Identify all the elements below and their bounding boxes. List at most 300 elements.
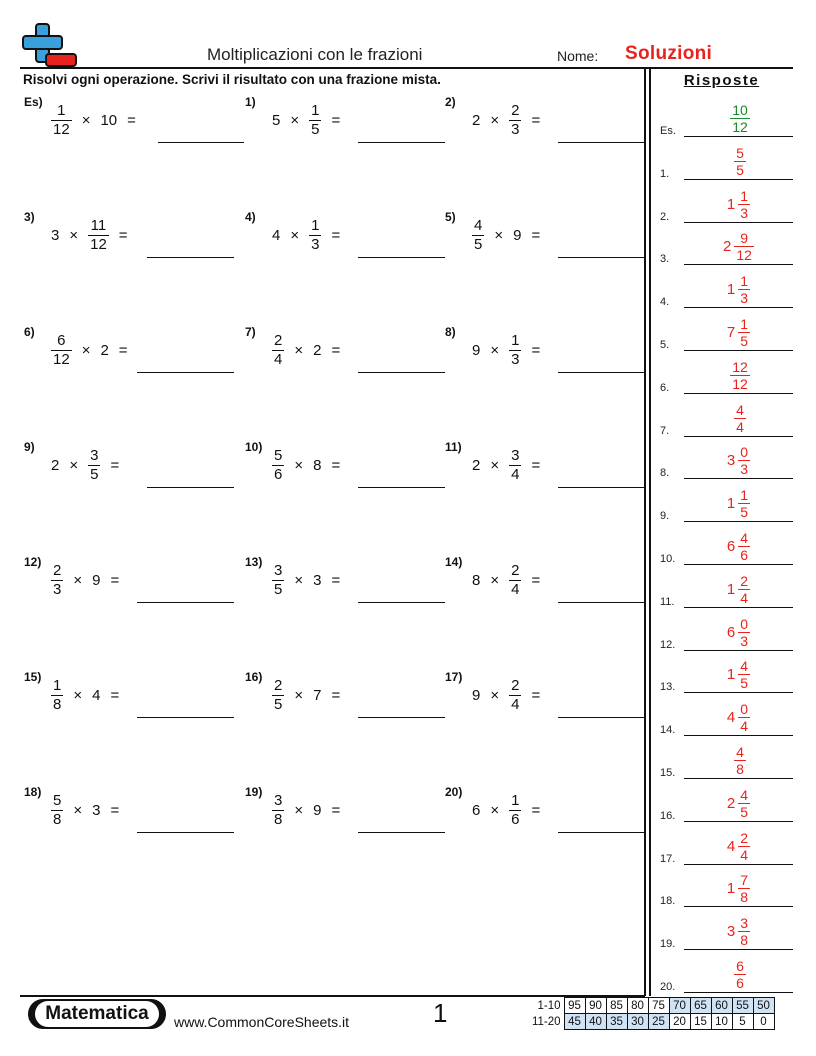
denominator: 5 [474, 235, 483, 253]
numerator: 1 [740, 187, 749, 204]
numerator: 2 [53, 561, 62, 579]
problem-item [445, 440, 645, 490]
answer-label: 7. [660, 424, 670, 437]
instructions: Risolvi ogni operazione. Scrivi il risultato con una frazione mista. [23, 72, 441, 87]
equals-sign: = [118, 226, 128, 244]
answer-label: 16. [660, 809, 676, 822]
problem-number: 20) [445, 785, 463, 799]
answers-title: Risposte [683, 72, 760, 89]
denominator: 4 [511, 695, 520, 713]
numerator: 2 [740, 829, 749, 846]
answer-blank[interactable] [358, 602, 445, 603]
score-cell: 35 [606, 1014, 627, 1030]
operand: 8 [472, 571, 481, 589]
fraction [272, 562, 284, 599]
fraction [472, 217, 484, 254]
numerator: 6 [57, 331, 66, 349]
answer-label: 9. [660, 510, 670, 523]
denominator: 5 [740, 803, 749, 820]
operand: 3 [92, 801, 101, 819]
problem-expression [267, 787, 345, 833]
score-cell: 50 [753, 998, 774, 1014]
answer-row [660, 436, 793, 479]
fraction [734, 145, 746, 178]
fraction [88, 217, 109, 254]
times-sign: × [290, 111, 300, 129]
fraction [309, 102, 321, 139]
problem-item [245, 325, 465, 375]
times-sign: × [73, 686, 83, 704]
answer-label: 12. [660, 638, 676, 651]
operand: 2 [100, 341, 109, 359]
problem-expression [467, 212, 545, 258]
problem-item [24, 440, 244, 490]
problem-expression [267, 442, 345, 488]
fraction [509, 447, 521, 484]
times-sign: × [81, 111, 91, 129]
answer-blank[interactable] [558, 602, 646, 603]
fraction [738, 573, 750, 606]
answer-blank[interactable] [137, 602, 234, 603]
answer-label: 18. [660, 895, 676, 908]
fraction [509, 677, 521, 714]
score-cell: 75 [648, 998, 669, 1014]
score-cell: 80 [627, 998, 648, 1014]
fraction [88, 447, 100, 484]
problem-item [24, 670, 244, 720]
fraction [738, 658, 750, 691]
numerator: 12 [732, 358, 748, 375]
times-sign: × [294, 341, 304, 359]
answer-blank[interactable] [558, 487, 646, 488]
numerator: 4 [736, 401, 744, 418]
answer-value [684, 188, 793, 221]
numerator: 3 [274, 561, 283, 579]
denominator: 3 [740, 290, 749, 307]
answer-blank[interactable] [137, 372, 234, 373]
score-cell: 40 [585, 1014, 606, 1030]
denominator: 3 [740, 632, 749, 649]
equals-sign: = [110, 686, 120, 704]
problem-item [245, 210, 465, 260]
answer-blank[interactable] [558, 717, 646, 718]
equals-sign: = [531, 801, 541, 819]
denominator: 4 [511, 465, 520, 483]
numerator: 7 [740, 872, 749, 889]
problem-expression [46, 327, 133, 373]
equals-sign: = [331, 341, 341, 359]
denominator: 5 [736, 161, 744, 178]
whole-number: 1 [726, 880, 736, 898]
score-cell: 90 [585, 998, 606, 1014]
operand: 3 [51, 226, 60, 244]
problem-item [245, 785, 465, 835]
times-sign: × [294, 571, 304, 589]
denominator: 3 [740, 204, 749, 221]
problem-expression [267, 97, 345, 143]
fraction [272, 792, 284, 829]
problem-expression [46, 787, 124, 833]
problem-expression [467, 557, 545, 603]
denominator: 5 [311, 120, 320, 138]
numerator: 4 [474, 216, 483, 234]
score-row [524, 1014, 774, 1030]
whole-number: 4 [726, 837, 736, 855]
problem-expression [267, 557, 345, 603]
denominator: 12 [53, 350, 70, 368]
operand: 9 [513, 226, 522, 244]
answer-blank[interactable] [137, 832, 234, 833]
answer-row [660, 394, 793, 437]
denominator: 8 [740, 932, 749, 949]
numerator: 10 [732, 102, 748, 118]
answer-row [660, 736, 793, 779]
answer-value [684, 102, 793, 135]
fraction [730, 359, 750, 392]
answer-line [684, 992, 793, 993]
denominator: 12 [732, 119, 748, 135]
fraction [51, 562, 63, 599]
score-cell: 30 [627, 1014, 648, 1030]
operand: 2 [51, 456, 60, 474]
answer-label: 5. [660, 339, 670, 351]
problem-number: 18) [24, 785, 42, 799]
fraction [738, 444, 750, 477]
answer-value [684, 616, 793, 649]
equals-sign: = [331, 111, 341, 129]
whole-number: 1 [726, 666, 736, 684]
problem-item [24, 785, 244, 835]
answer-blank[interactable] [558, 372, 646, 373]
fraction [738, 872, 750, 905]
denominator: 5 [274, 580, 283, 598]
denominator: 8 [740, 889, 749, 906]
answer-value [684, 359, 793, 392]
numerator: 3 [740, 915, 749, 932]
answer-blank[interactable] [558, 832, 646, 833]
problem-number: 6) [24, 325, 35, 339]
numerator: 4 [736, 744, 744, 760]
fraction [738, 701, 750, 734]
numerator: 1 [740, 316, 749, 332]
operand: 9 [92, 571, 101, 589]
answer-value [684, 744, 793, 777]
numerator: 1 [57, 101, 66, 119]
score-cell: 0 [753, 1014, 774, 1030]
answer-row [660, 950, 793, 993]
denominator: 4 [274, 350, 283, 368]
numerator: 1 [740, 487, 749, 504]
denominator: 6 [511, 810, 520, 828]
problem-number: 17) [445, 670, 463, 684]
answer-blank[interactable] [358, 832, 445, 833]
denominator: 5 [274, 695, 283, 713]
problem-expression [46, 557, 124, 603]
answer-value [684, 787, 793, 820]
problem-item [445, 95, 645, 145]
fraction [738, 487, 750, 520]
name-label: Nome: [557, 48, 599, 64]
fraction [738, 787, 750, 820]
fraction [738, 915, 750, 948]
operand: 6 [472, 801, 481, 819]
score-cell: 25 [648, 1014, 669, 1030]
numerator: 2 [511, 676, 520, 694]
problem-item [24, 95, 244, 145]
times-sign: × [290, 226, 300, 244]
denominator: 6 [736, 975, 744, 991]
header-divider [20, 67, 793, 69]
numerator: 2 [274, 676, 283, 694]
denominator: 12 [90, 235, 107, 253]
denominator: 8 [736, 761, 744, 777]
problem-expression [267, 212, 345, 258]
denominator: 5 [740, 333, 749, 349]
answer-label: 3. [660, 253, 670, 266]
numerator: 2 [740, 572, 749, 589]
equals-sign: = [331, 801, 341, 819]
numerator: 3 [511, 446, 520, 464]
problem-number: 4) [245, 210, 256, 224]
answer-row [660, 779, 793, 822]
answer-label: 8. [660, 467, 670, 480]
fraction [738, 188, 750, 221]
equals-sign: = [531, 571, 541, 589]
fraction [51, 102, 72, 139]
fraction [509, 102, 521, 139]
answer-row [660, 180, 793, 223]
problem-number: 5) [445, 210, 456, 224]
denominator: 3 [311, 235, 320, 253]
numerator: 0 [740, 444, 749, 461]
operand: 4 [92, 686, 101, 704]
problem-number: 8) [445, 325, 456, 339]
problem-item [245, 95, 465, 145]
equals-sign: = [531, 111, 541, 129]
whole-number: 6 [726, 623, 736, 641]
answer-label: 14. [660, 724, 676, 737]
denominator: 12 [736, 247, 752, 264]
fraction [509, 562, 521, 599]
answer-row [660, 222, 793, 265]
fraction [272, 332, 284, 369]
problem-number: 7) [245, 325, 256, 339]
equals-sign: = [331, 571, 341, 589]
problem-item [445, 325, 645, 375]
site-url: www.CommonCoreSheets.it [174, 1014, 350, 1030]
problem-expression [267, 327, 345, 373]
numerator: 5 [274, 446, 283, 464]
numerator: 0 [740, 701, 749, 718]
numerator: 3 [90, 446, 99, 464]
fraction [509, 332, 521, 369]
whole-number: 2 [723, 238, 732, 256]
answer-label: 1. [660, 167, 670, 180]
fraction [51, 792, 63, 829]
fraction [51, 677, 63, 714]
answer-blank[interactable] [358, 717, 445, 718]
operand: 9 [472, 686, 481, 704]
answer-label: 15. [660, 767, 676, 779]
denominator: 8 [53, 695, 62, 713]
answer-label: 19. [660, 938, 676, 951]
operand: 9 [472, 341, 481, 359]
fraction [738, 616, 750, 649]
denominator: 4 [740, 589, 749, 606]
numerator: 1 [311, 216, 320, 234]
equals-sign: = [531, 341, 541, 359]
equals-sign: = [331, 686, 341, 704]
times-sign: × [69, 456, 79, 474]
fraction [509, 792, 521, 829]
problem-number: 1) [245, 95, 256, 109]
numerator: 0 [740, 615, 749, 632]
numerator: 9 [740, 230, 749, 247]
whole-number: 7 [726, 324, 736, 341]
numerator: 4 [740, 530, 749, 546]
fraction [730, 102, 750, 135]
problem-expression [46, 97, 141, 143]
answer-blank[interactable] [558, 142, 646, 143]
answer-blank[interactable] [358, 372, 445, 373]
answer-value [684, 658, 793, 691]
answer-value [684, 230, 793, 263]
denominator: 5 [740, 504, 749, 521]
numerator: 1 [740, 273, 749, 290]
problem-expression [46, 672, 124, 718]
score-cell: 70 [669, 998, 690, 1014]
denominator: 12 [53, 120, 70, 138]
score-row-label: 11-20 [531, 1015, 561, 1028]
score-cell: 65 [690, 998, 711, 1014]
fraction [51, 332, 72, 369]
answer-row [660, 265, 793, 308]
fraction [734, 402, 746, 435]
answer-row [660, 693, 793, 736]
numerator: 4 [740, 786, 749, 803]
problem-item [245, 670, 465, 720]
answer-blank[interactable] [558, 257, 646, 258]
score-cell: 10 [711, 1014, 732, 1030]
numerator: 5 [736, 144, 744, 161]
answer-row [660, 565, 793, 608]
numerator: 1 [53, 676, 62, 694]
times-sign: × [294, 686, 304, 704]
fraction [738, 830, 750, 863]
denominator: 5 [740, 675, 749, 692]
answer-label: 2. [660, 210, 670, 223]
numerator: 2 [511, 561, 520, 579]
numerator: 1 [511, 791, 520, 809]
operand: 5 [272, 111, 281, 129]
times-sign: × [69, 226, 79, 244]
answer-label: 10. [660, 553, 676, 565]
answer-blank[interactable] [358, 142, 445, 143]
times-sign: × [294, 801, 304, 819]
denominator: 3 [53, 580, 62, 598]
answer-row [660, 94, 793, 137]
problem-number: Es) [24, 95, 43, 109]
equals-sign: = [110, 456, 120, 474]
denominator: 8 [274, 810, 283, 828]
operand: 2 [472, 111, 481, 129]
fraction [738, 530, 750, 563]
operand: 8 [313, 456, 322, 474]
operand: 4 [272, 226, 281, 244]
answer-row [660, 351, 793, 394]
equals-sign: = [110, 801, 120, 819]
problem-item [245, 440, 465, 490]
times-sign: × [490, 341, 500, 359]
answer-row [660, 864, 793, 907]
answer-row [660, 650, 793, 693]
problem-item [245, 555, 465, 605]
answer-value [684, 402, 793, 435]
whole-number: 1 [726, 495, 736, 513]
whole-number: 3 [726, 923, 736, 941]
answer-blank[interactable] [147, 257, 234, 258]
numerator: 5 [53, 791, 62, 809]
denominator: 3 [511, 350, 520, 368]
answer-label: Es. [660, 125, 676, 137]
answer-blank[interactable] [147, 487, 234, 488]
answer-row [660, 907, 793, 950]
column-divider-left [644, 69, 646, 996]
score-cell: 20 [669, 1014, 690, 1030]
numerator: 2 [511, 101, 520, 119]
answer-value [684, 145, 793, 178]
answer-value [684, 530, 793, 563]
denominator: 4 [736, 418, 744, 435]
brand-label: Matematica [35, 1001, 159, 1027]
answer-blank[interactable] [158, 142, 244, 143]
problem-number: 14) [445, 555, 463, 569]
page-number: 1 [433, 998, 448, 1028]
answer-row [660, 822, 793, 865]
problem-number: 2) [445, 95, 456, 109]
whole-number: 6 [726, 538, 736, 555]
answer-row [660, 608, 793, 651]
denominator: 5 [90, 465, 99, 483]
problem-number: 13) [245, 555, 263, 569]
fraction [734, 958, 746, 991]
problem-expression [467, 672, 545, 718]
answer-label: 11. [660, 595, 675, 608]
answer-blank[interactable] [358, 487, 445, 488]
answer-blank[interactable] [358, 257, 445, 258]
denominator: 4 [740, 718, 749, 735]
numerator: 1 [511, 331, 520, 349]
answer-label: 20. [660, 981, 676, 993]
answer-blank[interactable] [137, 717, 234, 718]
problem-number: 3) [24, 210, 35, 224]
problem-number: 9) [24, 440, 35, 454]
score-cell: 85 [606, 998, 627, 1014]
equals-sign: = [127, 111, 136, 129]
problem-expression [46, 442, 124, 488]
times-sign: × [490, 801, 500, 819]
answer-row [660, 479, 793, 522]
problem-item [445, 785, 645, 835]
fraction [734, 230, 754, 263]
logo-plus-minus-icon [22, 22, 78, 68]
problem-expression [467, 97, 545, 143]
fraction [272, 677, 284, 714]
numerator: 6 [736, 958, 744, 974]
denominator: 12 [732, 375, 748, 392]
denominator: 3 [511, 120, 520, 138]
problem-number: 11) [445, 440, 462, 454]
